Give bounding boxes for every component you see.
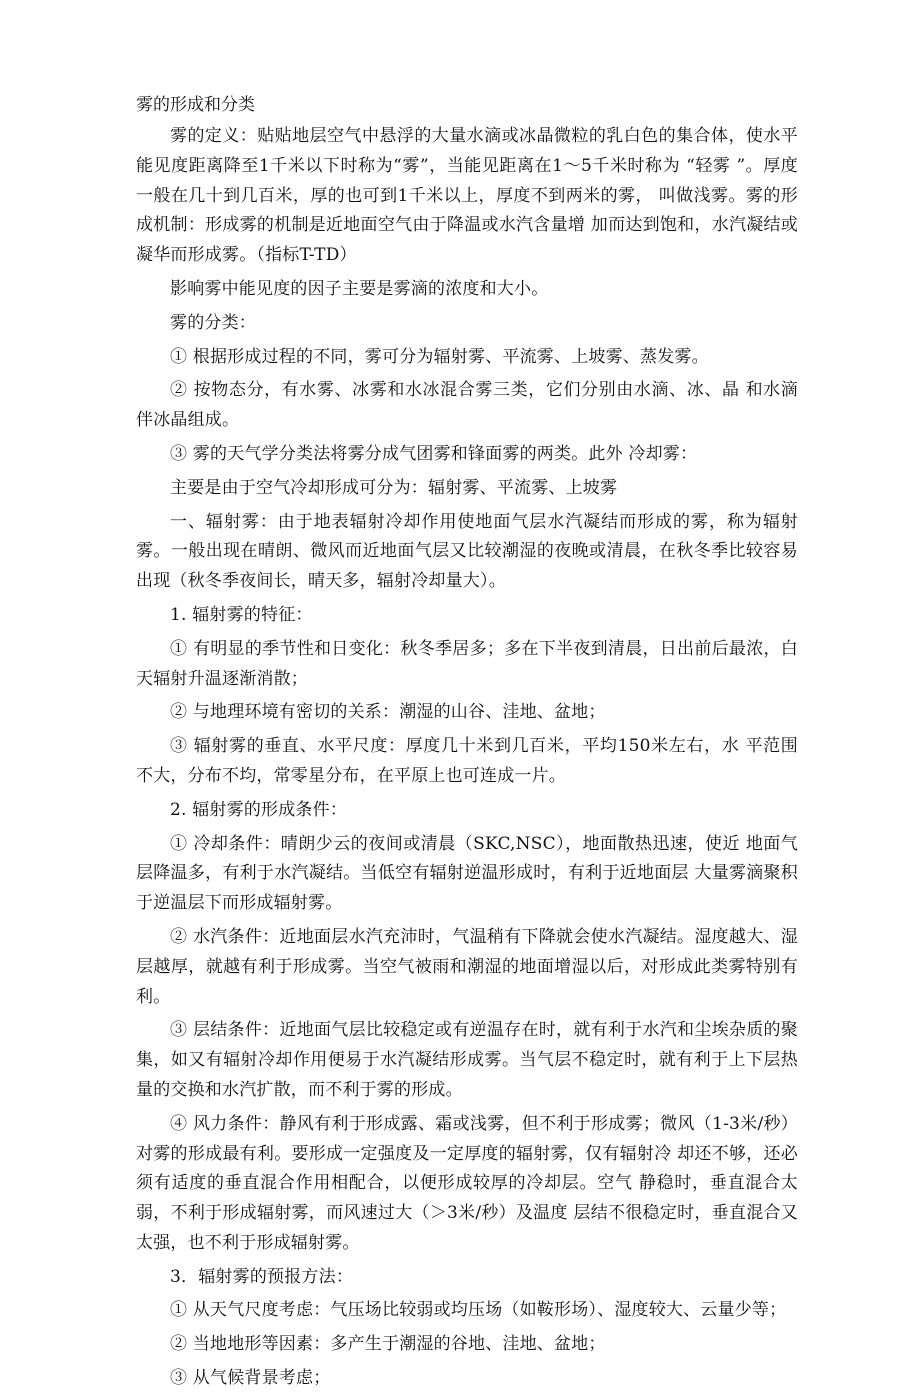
paragraph-classification-heading: 雾的分类：: [170, 312, 256, 333]
paragraph-forecast-3: ③ 从气候背景考虑；: [170, 1368, 331, 1389]
paragraph-forecast-2: ② 当地地形等因素：多产生于潮湿的谷地、洼地、盆地；: [170, 1334, 606, 1355]
paragraph-classification-2: ② 按物态分，有水雾、冰雾和水冰混合雾三类，它们分别由水滴、冰、晶 和水滴伴冰晶组成。: [136, 380, 798, 431]
paragraph-visibility-factors: 影响雾中能见度的因子主要是雾滴的浓度和大小。: [170, 278, 549, 299]
paragraph-condition-moisture: ② 水汽条件：近地面层水汽充沛时，气温稍有下降就会使水汽凝结。湿度越大、湿层越厚，就越有利于形成雾。当空气被雨和潮湿的地面增湿以后，对形成此类雾特别有利。: [136, 926, 798, 1007]
paragraph-forecast-1: ① 从天气尺度考虑：气压场比较弱或均压场（如鞍形场）、湿度较大、云量少等；: [170, 1300, 787, 1321]
paragraph-radiation-fog-intro: 一、辐射雾：由于地表辐射冷却作用使地面气层水汽凝结而形成的雾，称为辐射雾。一般出现在晴朗、微风而近地面气层又比较潮湿的夜晚或清晨，在秋冬季比较容易出现（秋冬季夜间长，晴天多，辐射冷却量大）。: [136, 511, 798, 592]
paragraph-classification-1: ① 根据形成过程的不同，雾可分为辐射雾、平流雾、上坡雾、蒸发雾。: [170, 346, 709, 367]
heading-formation-conditions: 2. 辐射雾的形成条件：: [170, 799, 348, 820]
document-body: [136, 122, 798, 1394]
paragraph-cooling-fog: 主要是由于空气冷却形成可分为：辐射雾、平流雾、上坡雾: [170, 477, 618, 498]
paragraph-feature-2: ② 与地理环境有密切的关系：潮湿的山谷、洼地、盆地；: [170, 702, 606, 723]
paragraph-classification-3: ③ 雾的天气学分类法将雾分成气团雾和锋面雾的两类。此外 冷却雾：: [170, 443, 698, 464]
paragraph-fog-definition: 雾的定义：贴贴地层空气中悬浮的大量水滴或冰晶微粒的乳白色的集合体，使水平能见度距离降至1千米以下时称为“雾”，当能见距离在1～5千米时称为 “轻雾 ”。厚度一般在几十到几百米，厚的也可到1千米以上，厚度不到两米的雾， 叫做浅雾。雾的形成机制：形成雾的机制是近地面空气由于降温或水汽含量增 加而达到饱和，水汽凝结或凝华而形成雾。（指标T-TD）: [136, 126, 798, 266]
paragraph-feature-1: ① 有明显的季节性和日变化：秋冬季居多；多在下半夜到清晨，日出前后最浓，白天辐射升温逐渐消散；: [136, 638, 798, 689]
document-title: 雾的形成和分类: [136, 95, 255, 115]
paragraph-feature-3: ③ 辐射雾的垂直、水平尺度：厚度几十米到几百米，平均150米左右，水 平范围不大，分布不均，常零星分布，在平原上也可连成一片。: [136, 736, 798, 786]
paragraph-condition-cooling: ① 冷却条件：晴朗少云的夜间或清晨（SKC,NSC），地面散热迅速，使近 地面气层降温多，有利于水汽凝结。当低空有辐射逆温形成时，有利于近地面层 大量雾滴聚积于逆温层下而形成辐射雾。: [136, 833, 798, 914]
paragraph-condition-wind: ④ 风力条件：静风有利于形成露、霜或浅雾，但不利于形成雾；微风（1-3米/秒）对雾的形成最有利。要形成一定强度及一定厚度的辐射雾，仅有辐射冷 却还不够，还必须有适度的垂直混合作用相配合，以便形成较厚的冷却层。空气 静稳时，垂直混合太弱，不利于形成辐射雾，而风速过大（＞3米/秒）及温度 层结不很稳定时，垂直混合又太强，也不利于形成辐射雾。: [136, 1113, 798, 1253]
paragraph-condition-stratification: ③ 层结条件：近地面气层比较稳定或有逆温存在时，就有利于水汽和尘埃杂质的聚集，如又有辐射冷却作用便易于水汽凝结形成雾。当气层不稳定时，就有利于上下层热量的交换和水汽扩散，而不利于雾的形成。: [136, 1020, 798, 1100]
heading-forecast-methods: 3．辐射雾的预报方法：: [170, 1266, 354, 1287]
heading-radiation-fog-features: 1. 辐射雾的特征：: [170, 604, 313, 625]
